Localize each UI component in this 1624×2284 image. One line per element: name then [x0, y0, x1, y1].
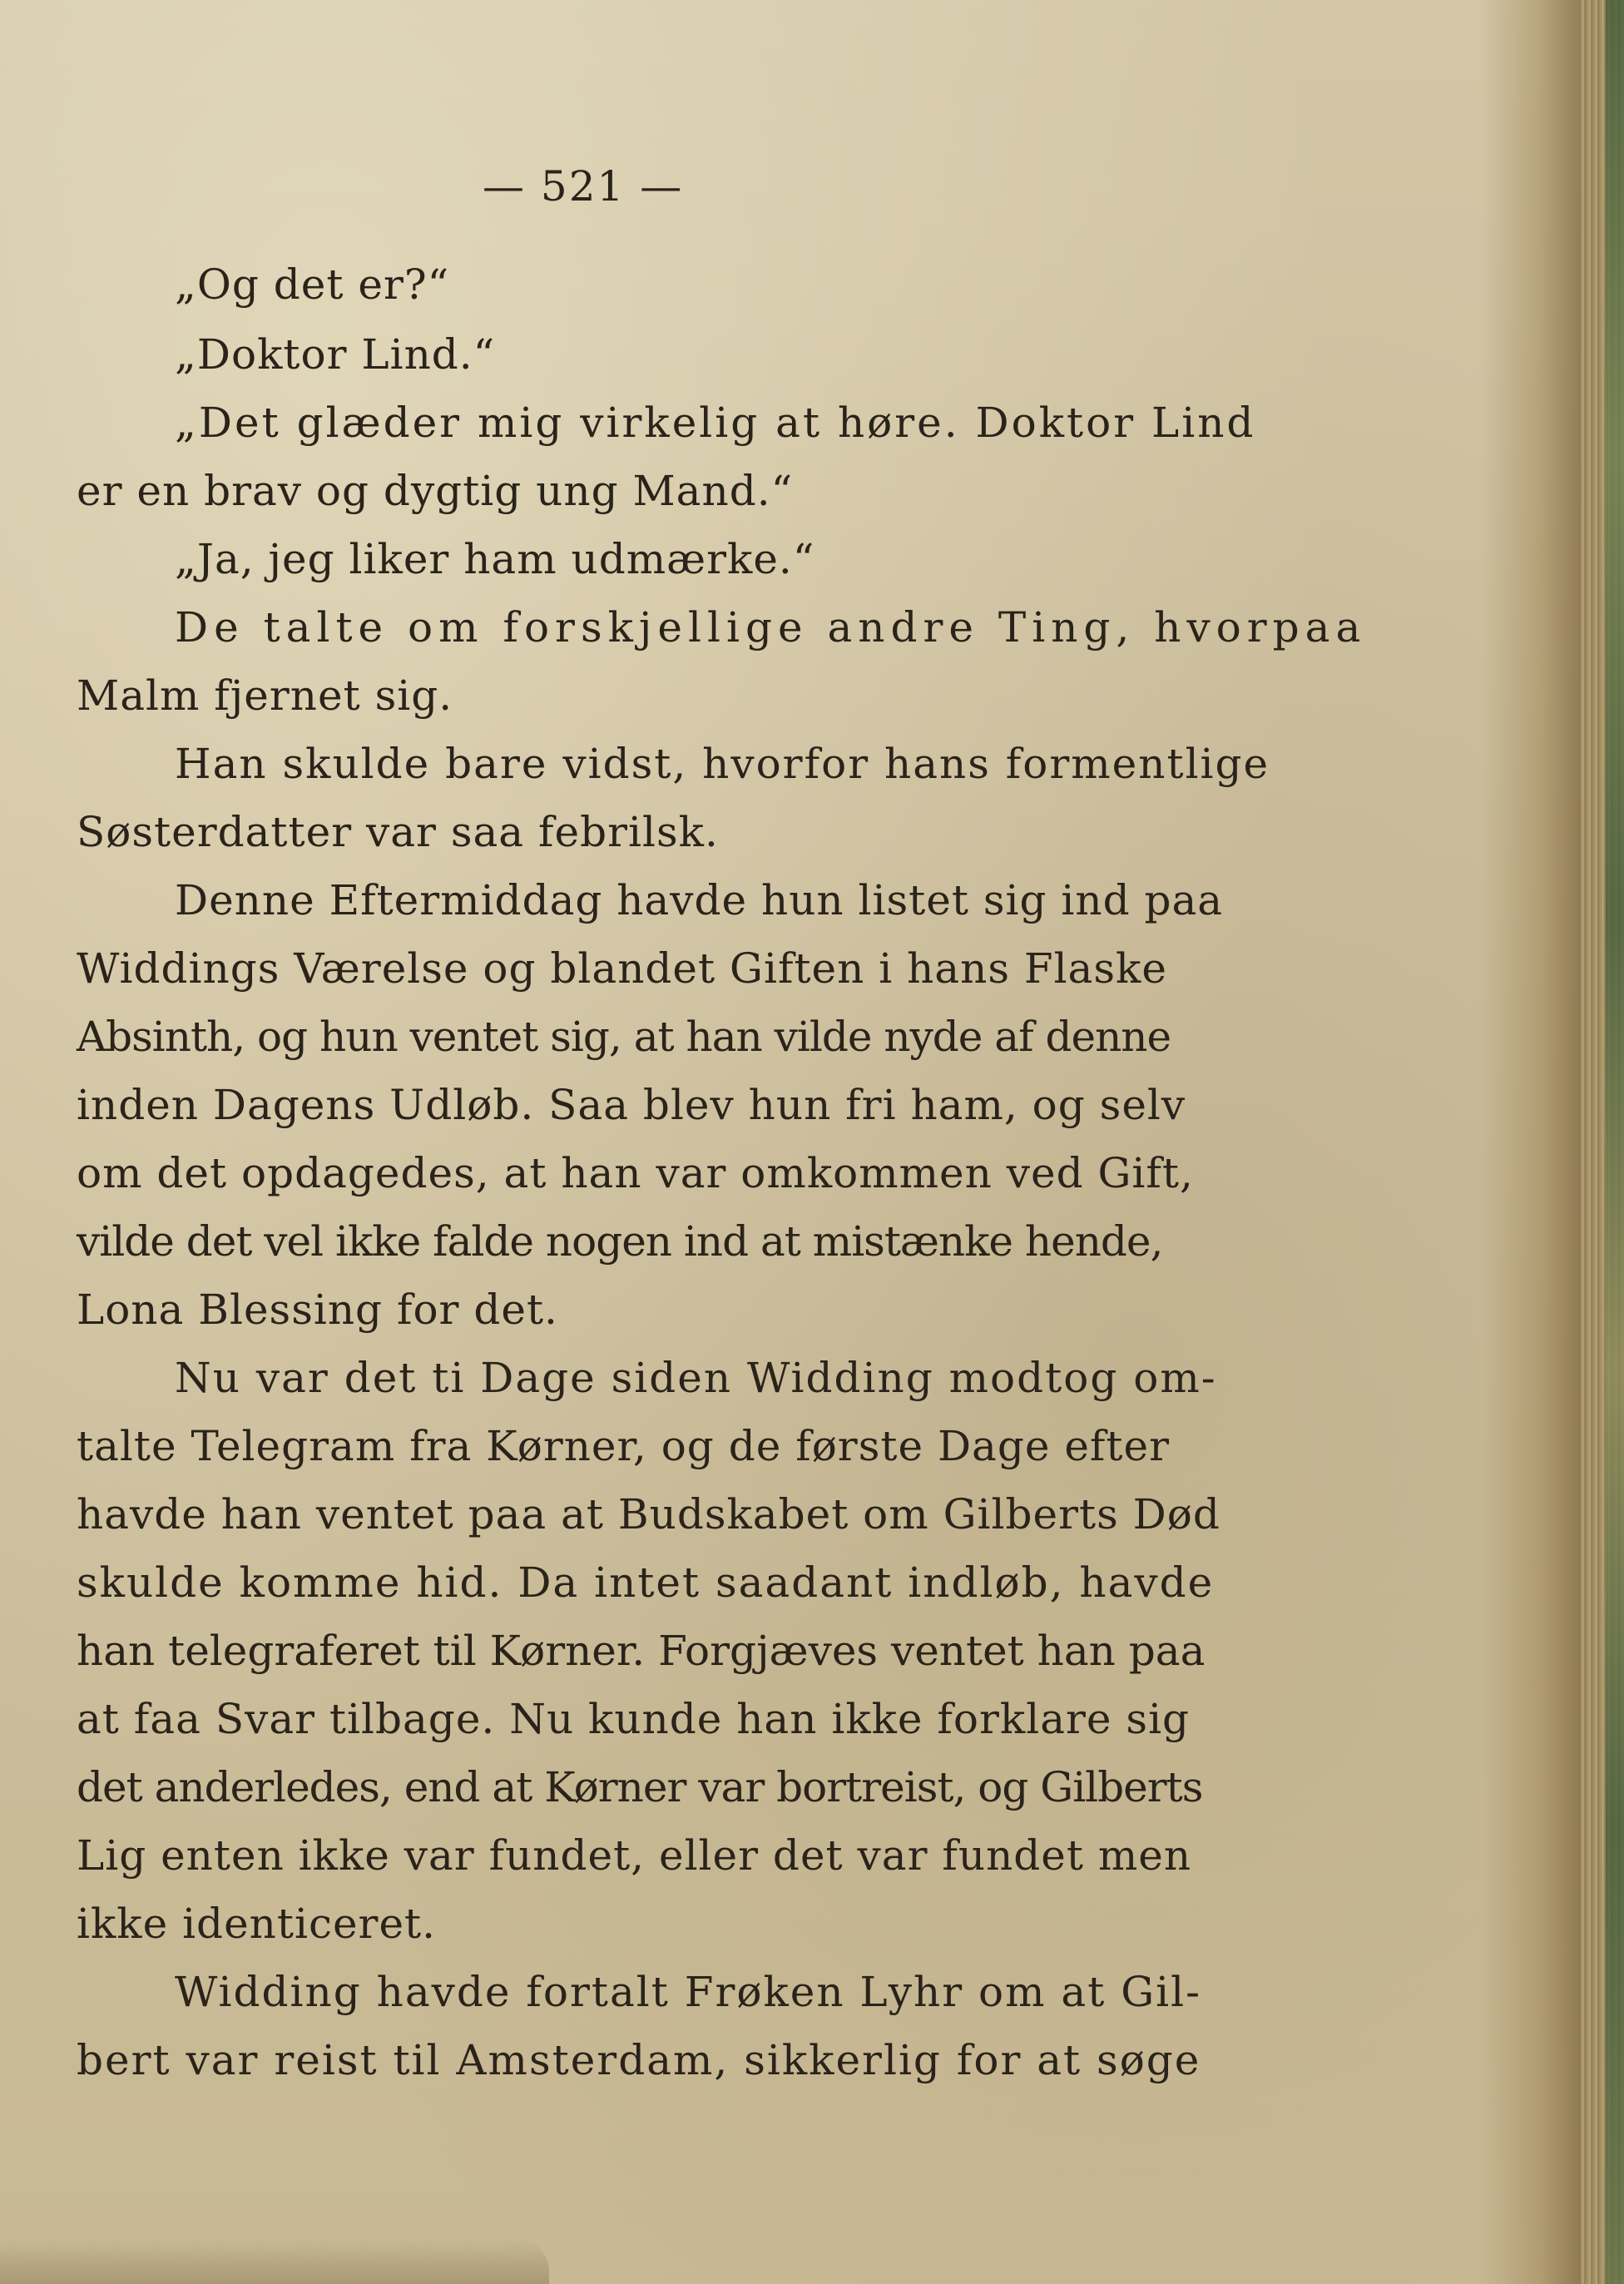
text-line: talte Telegram fra Kørner, og de første Dage efter — [77, 1422, 1171, 1470]
text-line: at faa Svar tilbage. Nu kunde han ikke forklare sig — [77, 1695, 1191, 1743]
text-line: Søsterdatter var saa febrilsk. — [77, 808, 719, 856]
text-line: ikke identiceret. — [77, 1900, 437, 1948]
text-line: havde han ventet paa at Budskabet om Gilberts Død — [77, 1490, 1220, 1538]
text-line: „Det glæder mig virkelig at høre. Doktor Lind — [175, 399, 1256, 447]
text-line: Han skulde bare vidst, hvorfor hans formentlige — [175, 740, 1270, 788]
text-line: er en brav og dygtig ung Mand.“ — [77, 467, 794, 515]
text-line: Absinth, og hun ventet sig, at han vilde nyde af denne — [77, 1013, 1171, 1061]
text-line: Widdings Værelse og blandet Giften i hans Flaske — [77, 944, 1167, 993]
text-line: om det opdagedes, at han var omkommen ved Gift, — [77, 1149, 1194, 1197]
text-line: vilde det vel ikke falde nogen ind at mistænke hende, — [77, 1217, 1163, 1266]
text-line: De talte om forskjellige andre Ting, hvorpaa — [175, 603, 1367, 652]
text-line: han telegraferet til Kørner. Forgjæves ventet han paa — [77, 1627, 1206, 1675]
text-line: inden Dagens Udløb. Saa blev hun fri ham, og selv — [77, 1081, 1186, 1129]
text-line: Lig enten ikke var fundet, eller det var fundet men — [77, 1831, 1192, 1880]
text-line: „Ja, jeg liker ham udmærke.“ — [175, 535, 815, 583]
text-line: Lona Blessing for det. — [77, 1286, 558, 1334]
text-line: Nu var det ti Dage siden Widding modtog om- — [175, 1354, 1217, 1402]
text-line: bert var reist til Amsterdam, sikkerlig for at søge — [77, 2036, 1201, 2084]
text-line: Denne Eftermiddag havde hun listet sig ind paa — [175, 876, 1224, 924]
text-line: „Doktor Lind.“ — [175, 330, 496, 379]
page-number: — 521 — — [483, 162, 684, 211]
bottom-shadow — [0, 2238, 549, 2284]
text-line: „Og det er?“ — [175, 260, 450, 309]
spine-shadow — [1481, 0, 1581, 2284]
text-line: Malm fjernet sig. — [77, 671, 453, 720]
text-line: skulde komme hid. Da intet saadant indløb, havde — [77, 1558, 1215, 1607]
cover-edge — [1606, 0, 1624, 2284]
text-line: Widding havde fortalt Frøken Lyhr om at Gil- — [175, 1968, 1202, 2016]
text-line: det anderledes, end at Kørner var bortreist, og Gilberts — [77, 1763, 1203, 1811]
